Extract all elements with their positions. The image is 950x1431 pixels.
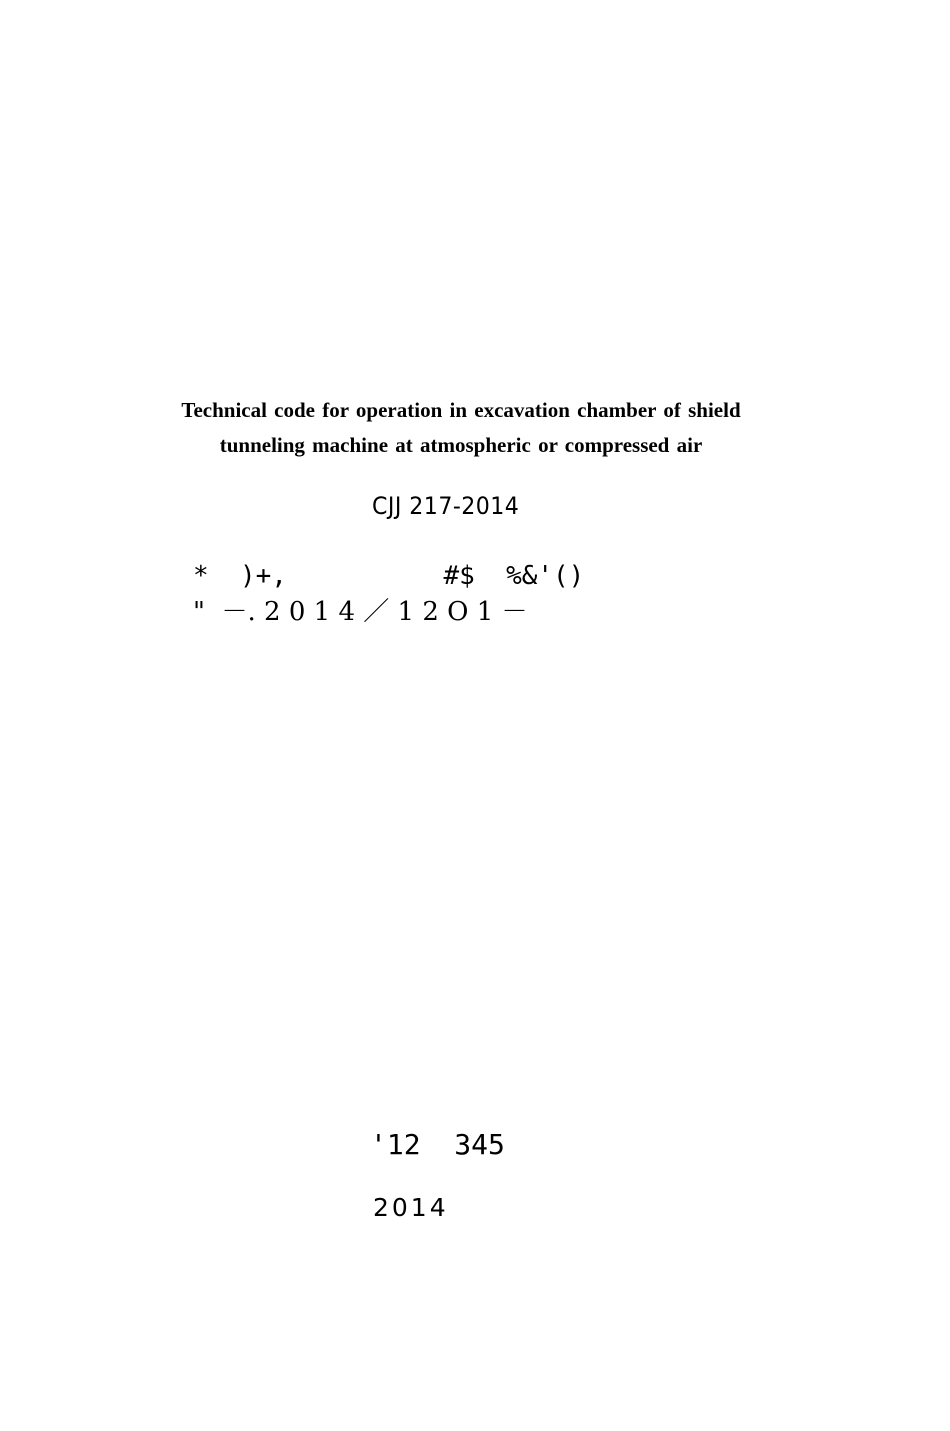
publication-year: 2014 bbox=[373, 1193, 449, 1222]
standard-code: CJJ 217-2014 bbox=[372, 492, 520, 520]
garbled-date-line: " －. 2 0 1 4 ／ 1 2 O 1 － bbox=[193, 597, 528, 627]
title-line-1: Technical code for operation in excavation chamber of shield bbox=[181, 398, 741, 422]
garbled-publisher: '12 345 bbox=[370, 1128, 505, 1161]
english-title bbox=[0, 393, 922, 463]
garbled-approval-line: * )+, #$ %&'() bbox=[193, 561, 585, 591]
title-line-2: tunneling machine at atmospheric or compressed air bbox=[219, 433, 703, 457]
